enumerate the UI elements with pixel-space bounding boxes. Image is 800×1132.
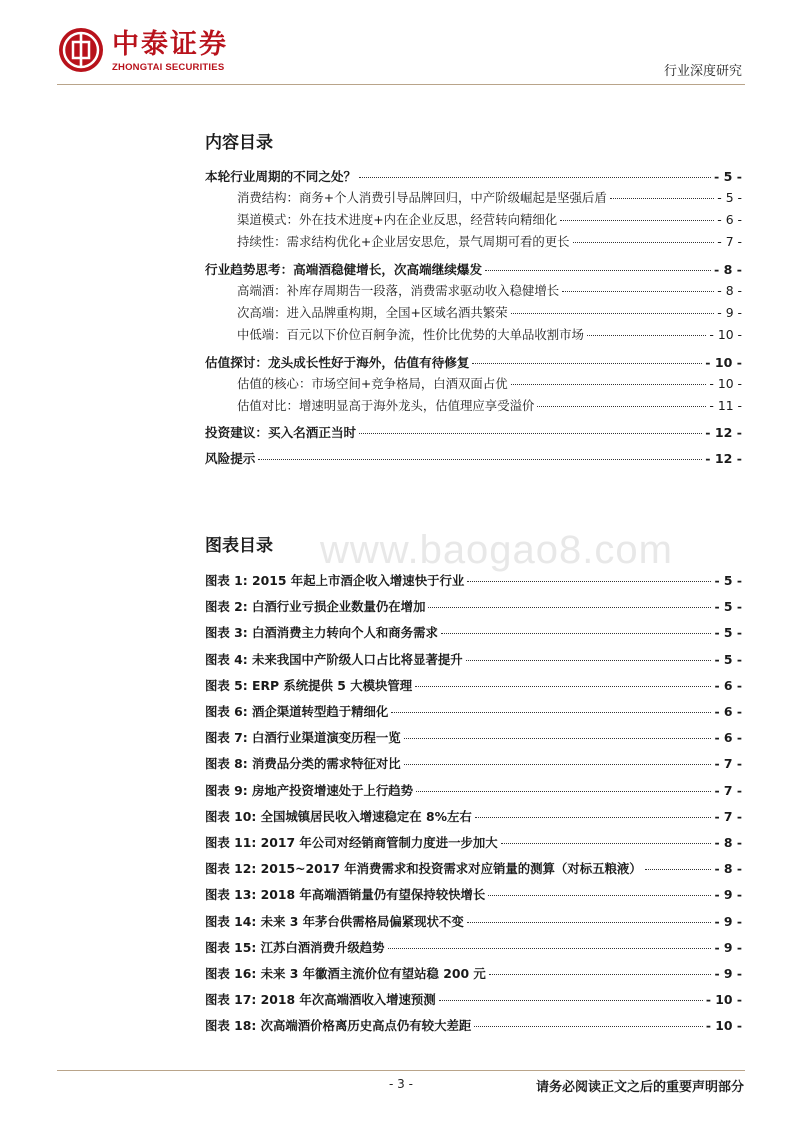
toc-entry[interactable] xyxy=(205,396,742,414)
entry-label: 图表 6: 酒企渠道转型趋于精细化 xyxy=(205,704,389,719)
entry-page-number: - 9 - xyxy=(717,305,742,320)
entry-page-number: - 8 - xyxy=(714,262,742,277)
figure-entry[interactable] xyxy=(205,571,742,589)
company-logo-text xyxy=(112,30,228,74)
entry-page-number: - 9 - xyxy=(714,914,742,929)
entry-label: 高端酒：补库存周期告一段落，消费需求驱动收入稳健增长 xyxy=(237,283,560,298)
entry-label: 图表 7: 白酒行业渠道演变历程一览 xyxy=(205,730,401,745)
figure-entry[interactable] xyxy=(205,990,742,1008)
entry-page-number: - 5 - xyxy=(714,573,742,588)
dot-leader xyxy=(415,686,711,687)
entry-label: 图表 13: 2018 年高端酒销量仍有望保持较快增长 xyxy=(205,887,486,902)
entry-label: 图表 17: 2018 年次高端酒收入增速预测 xyxy=(205,992,436,1007)
figure-entry[interactable] xyxy=(205,702,742,720)
entry-label: 图表 15: 江苏白酒消费升级趋势 xyxy=(205,940,385,955)
dot-leader xyxy=(537,406,706,407)
entry-label: 持续性：需求结构优化+企业居安思危，景气周期可看的更长 xyxy=(237,234,570,249)
toc-entry[interactable] xyxy=(205,422,742,440)
figure-entry[interactable] xyxy=(205,807,742,825)
entry-page-number: - 10 - xyxy=(705,992,742,1007)
dot-leader xyxy=(501,843,712,844)
header-divider xyxy=(57,84,745,85)
dot-leader xyxy=(258,459,702,460)
dot-leader xyxy=(404,738,712,739)
entry-label: 图表 14: 未来 3 年茅台供需格局偏紧现状不变 xyxy=(205,914,464,929)
figure-entry[interactable] xyxy=(205,885,742,903)
figure-entry[interactable] xyxy=(205,650,742,668)
toc-entry[interactable] xyxy=(205,352,742,370)
dot-leader xyxy=(467,922,712,923)
entry-label: 消费结构：商务+个人消费引导品牌回归，中产阶级崛起是坚强后盾 xyxy=(237,190,607,205)
dot-leader xyxy=(404,764,712,765)
company-logo-icon xyxy=(57,26,105,74)
figure-entry[interactable] xyxy=(205,623,742,641)
entry-label: 风险提示 xyxy=(205,451,256,466)
figure-entry[interactable] xyxy=(205,728,742,746)
dot-leader xyxy=(560,220,714,221)
dot-leader xyxy=(441,633,712,634)
figure-entry[interactable] xyxy=(205,754,742,772)
dot-leader xyxy=(391,712,711,713)
entry-label: 图表 9: 房地产投资增速处于上行趋势 xyxy=(205,783,414,798)
dot-leader xyxy=(359,177,711,178)
disclaimer-note: 请务必阅读正文之后的重要声明部分 xyxy=(535,1080,744,1095)
entry-label: 估值探讨：龙头成长性好于海外，估值有待修复 xyxy=(205,355,470,370)
dot-leader xyxy=(610,198,715,199)
toc-entry[interactable] xyxy=(205,166,742,184)
toc-entry[interactable] xyxy=(205,188,742,206)
entry-page-number: - 10 - xyxy=(709,327,742,342)
dot-leader xyxy=(439,1000,703,1001)
toc-entry[interactable] xyxy=(205,210,742,228)
entry-page-number: - 9 - xyxy=(714,940,742,955)
dot-leader xyxy=(489,974,712,975)
entry-label: 行业趋势思考：高端酒稳健增长，次高端继续爆发 xyxy=(205,262,483,277)
page-number: - 3 - xyxy=(389,1077,413,1091)
dot-leader xyxy=(573,242,715,243)
figure-entry[interactable] xyxy=(205,938,742,956)
dot-leader xyxy=(388,948,712,949)
toc-entry[interactable] xyxy=(205,448,742,466)
dot-leader xyxy=(587,335,706,336)
entry-page-number: - 7 - xyxy=(717,234,742,249)
entry-label: 估值的核心：市场空间+竞争格局，白酒双面占优 xyxy=(237,376,508,391)
dot-leader xyxy=(475,817,712,818)
entry-label: 投资建议：买入名酒正当时 xyxy=(205,425,357,440)
entry-page-number: - 11 - xyxy=(709,398,742,413)
entry-page-number: - 9 - xyxy=(714,966,742,981)
figure-entry[interactable] xyxy=(205,597,742,615)
entry-page-number: - 7 - xyxy=(714,783,742,798)
entry-page-number: - 6 - xyxy=(714,704,742,719)
entry-page-number: - 10 - xyxy=(705,355,742,370)
dot-leader xyxy=(488,895,711,896)
dot-leader xyxy=(645,869,712,870)
entry-label: 本轮行业周期的不同之处？ xyxy=(205,169,357,184)
figure-list-title: 图表目录 xyxy=(205,536,273,556)
entry-page-number: - 8 - xyxy=(714,835,742,850)
dot-leader xyxy=(359,433,702,434)
entry-label: 图表 2: 白酒行业亏损企业数量仍在增加 xyxy=(205,599,426,614)
figure-entry[interactable] xyxy=(205,1016,742,1034)
entry-page-number: - 5 - xyxy=(714,625,742,640)
entry-label: 图表 11: 2017 年公司对经销商管制力度进一步加大 xyxy=(205,835,498,850)
entry-page-number: - 7 - xyxy=(714,756,742,771)
dot-leader xyxy=(428,607,711,608)
figure-entry[interactable] xyxy=(205,833,742,851)
entry-page-number: - 10 - xyxy=(705,1018,742,1033)
entry-label: 图表 4: 未来我国中产阶级人口占比将显著提升 xyxy=(205,652,463,667)
entry-page-number: - 5 - xyxy=(714,652,742,667)
toc-entry[interactable] xyxy=(205,303,742,321)
toc-entry[interactable] xyxy=(205,325,742,343)
toc-entry[interactable] xyxy=(205,281,742,299)
entry-label: 渠道模式：外在技术进度+内在企业反思，经营转向精细化 xyxy=(237,212,558,227)
dot-leader xyxy=(562,291,714,292)
entry-page-number: - 6 - xyxy=(717,212,742,227)
dot-leader xyxy=(416,791,711,792)
dot-leader xyxy=(485,270,711,271)
footer-divider xyxy=(57,1070,745,1071)
figure-entry[interactable] xyxy=(205,912,742,930)
logo-chinese-name: 中泰证券 xyxy=(112,29,228,60)
figure-entry[interactable] xyxy=(205,676,742,694)
entry-label: 图表 3: 白酒消费主力转向个人和商务需求 xyxy=(205,625,438,640)
entry-page-number: - 5 - xyxy=(717,190,742,205)
entry-page-number: - 12 - xyxy=(705,425,742,440)
entry-label: 图表 16: 未来 3 年徽酒主流价位有望站稳 200 元 xyxy=(205,966,486,981)
toc-entry[interactable] xyxy=(205,374,742,392)
entry-label: 中低端：百元以下价位百舸争流，性价比优势的大单品收割市场 xyxy=(237,327,584,342)
entry-page-number: - 9 - xyxy=(714,887,742,902)
entry-label: 图表 8: 消费品分类的需求特征对比 xyxy=(205,756,401,771)
entry-label: 图表 1: 2015 年起上市酒企收入增速快于行业 xyxy=(205,573,465,588)
figure-entry[interactable] xyxy=(205,964,742,982)
entry-page-number: - 8 - xyxy=(717,283,742,298)
entry-label: 图表 12: 2015~2017 年消费需求和投资需求对应销量的测算（对标五粮液） xyxy=(205,861,642,876)
entry-label: 次高端：进入品牌重构期，全国+区域名酒共繁荣 xyxy=(237,305,508,320)
entry-page-number: - 10 - xyxy=(709,376,742,391)
entry-page-number: - 6 - xyxy=(714,678,742,693)
dot-leader xyxy=(472,363,702,364)
dot-leader xyxy=(466,660,712,661)
entry-page-number: - 7 - xyxy=(714,809,742,824)
figure-entry[interactable] xyxy=(205,859,742,877)
entry-label: 图表 5: ERP 系统提供 5 大模块管理 xyxy=(205,678,413,693)
toc-entry[interactable] xyxy=(205,259,742,277)
entry-page-number: - 8 - xyxy=(714,861,742,876)
dot-leader xyxy=(511,384,707,385)
entry-page-number: - 6 - xyxy=(714,730,742,745)
entry-label: 估值对比：增速明显高于海外龙头，估值理应享受溢价 xyxy=(237,398,535,413)
dot-leader xyxy=(511,313,715,314)
watermark: www.baogao8.com xyxy=(320,528,673,572)
page-header xyxy=(0,0,800,100)
figure-entry[interactable] xyxy=(205,781,742,799)
entry-page-number: - 5 - xyxy=(714,169,742,184)
toc-entry[interactable] xyxy=(205,232,742,250)
entry-page-number: - 12 - xyxy=(705,451,742,466)
report-type-label: 行业深度研究 xyxy=(663,64,742,79)
dot-leader xyxy=(467,581,711,582)
entry-page-number: - 5 - xyxy=(714,599,742,614)
dot-leader xyxy=(474,1026,703,1027)
toc-title: 内容目录 xyxy=(205,133,273,153)
entry-label: 图表 18: 次高端酒价格离历史高点仍有较大差距 xyxy=(205,1018,472,1033)
entry-label: 图表 10: 全国城镇居民收入增速稳定在 8%左右 xyxy=(205,809,472,824)
logo-english-name: ZHONGTAI SECURITIES xyxy=(112,62,225,73)
